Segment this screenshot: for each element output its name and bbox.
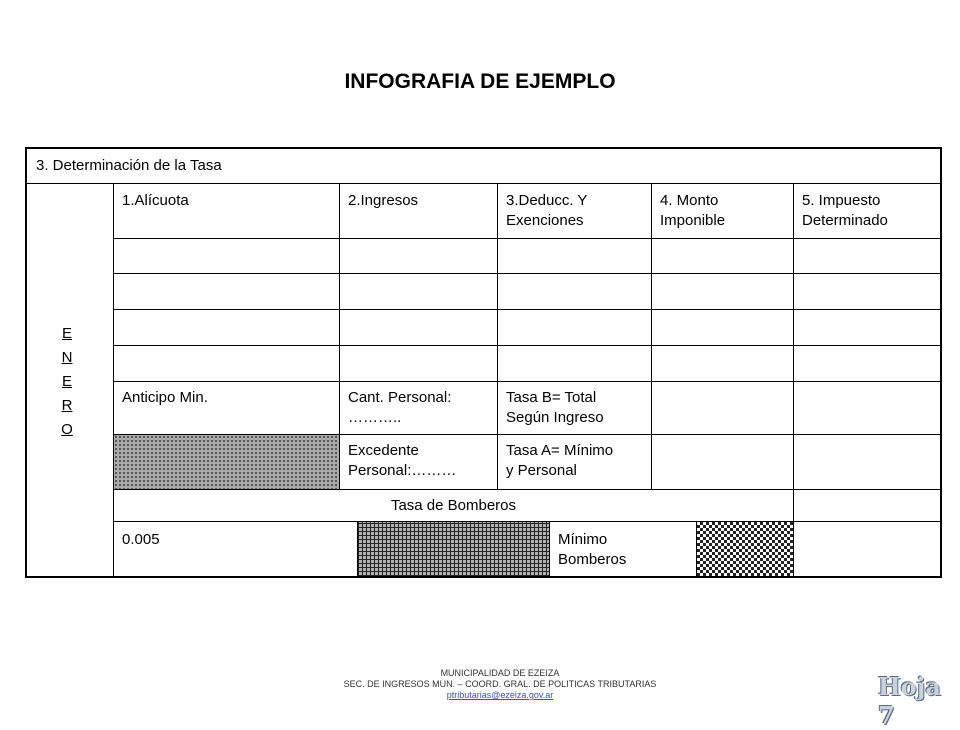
footer-line: SEC. DE INGRESOS MUN. – COORD. GRAL. DE POLITICAS TRIBUTARIAS: [343, 679, 657, 689]
column-header-line: Determinado: [802, 212, 888, 229]
hatched-cell: [697, 522, 793, 576]
section-header: 3. Determinación de la Tasa: [36, 157, 222, 174]
month-letter: E: [61, 373, 72, 390]
cant-personal-label: [348, 388, 451, 428]
cell-line: Excedente: [348, 442, 419, 459]
table-rule: [113, 273, 940, 274]
footer-line: MUNICIPALIDAD DE EZEIZA: [440, 668, 560, 678]
table-rule: [27, 183, 940, 184]
column-header-ingresos: 2.Ingresos: [348, 192, 419, 209]
footer: [0, 668, 960, 701]
cell-line: Cant. Personal:: [348, 389, 452, 406]
page-title: INFOGRAFIA DE EJEMPLO: [344, 70, 616, 93]
table-rule: [113, 345, 940, 346]
table-rule: [113, 381, 940, 382]
column-header-line: 4. Monto: [660, 192, 719, 209]
tasa-b-label: [506, 388, 604, 428]
tasa-bomberos-label: Tasa de Bomberos: [390, 497, 517, 514]
anticipo-min-label: Anticipo Min.: [122, 389, 208, 406]
month-label: [57, 322, 77, 442]
table-rule: [113, 238, 940, 239]
table-rule: [113, 183, 114, 576]
cell-line: Según Ingreso: [506, 409, 604, 426]
month-letter: N: [61, 349, 73, 366]
month-letter: R: [61, 397, 73, 414]
month-letter: O: [61, 421, 73, 438]
table-rule: [497, 183, 498, 489]
table-rule: [113, 309, 940, 310]
column-header-impuesto-determinado: [802, 191, 888, 231]
cell-line: y Personal: [506, 462, 577, 479]
cell-line: Tasa A= Mínimo: [506, 442, 614, 459]
cell-line: Mínimo: [558, 531, 608, 548]
tasa-a-label: [506, 441, 613, 481]
column-header-deducciones: [506, 191, 587, 231]
footer-email-link[interactable]: ptributarias@ezeiza.gov.ar: [446, 690, 554, 700]
column-header-line: Exenciones: [506, 212, 584, 229]
bomberos-rate-value: 0.005: [122, 531, 160, 548]
table-rule: [339, 183, 340, 489]
hatched-cell: [114, 435, 339, 489]
cell-line: Tasa B= Total: [506, 389, 597, 406]
month-letter: E: [61, 325, 72, 342]
column-header-line: Imponible: [660, 212, 726, 229]
column-header-line: 5. Impuesto: [802, 192, 881, 209]
minimo-bomberos-label: [558, 530, 626, 570]
table-rule: [651, 183, 652, 489]
column-header-monto-imponible: [660, 191, 725, 231]
table-rule: [113, 489, 940, 490]
excedente-personal-label: [348, 441, 456, 481]
page-number-label: Hoja 7: [878, 672, 941, 730]
column-header-line: 3.Deducc. Y: [506, 192, 588, 209]
table-rule: [549, 521, 550, 576]
table-rule: [793, 183, 794, 576]
cell-line: Personal:………: [348, 462, 457, 479]
column-header-alicuota: 1.Alícuota: [122, 192, 189, 209]
hatched-cell: [358, 522, 549, 576]
cell-line: Bomberos: [558, 551, 627, 568]
cell-line: ………..: [348, 409, 402, 426]
